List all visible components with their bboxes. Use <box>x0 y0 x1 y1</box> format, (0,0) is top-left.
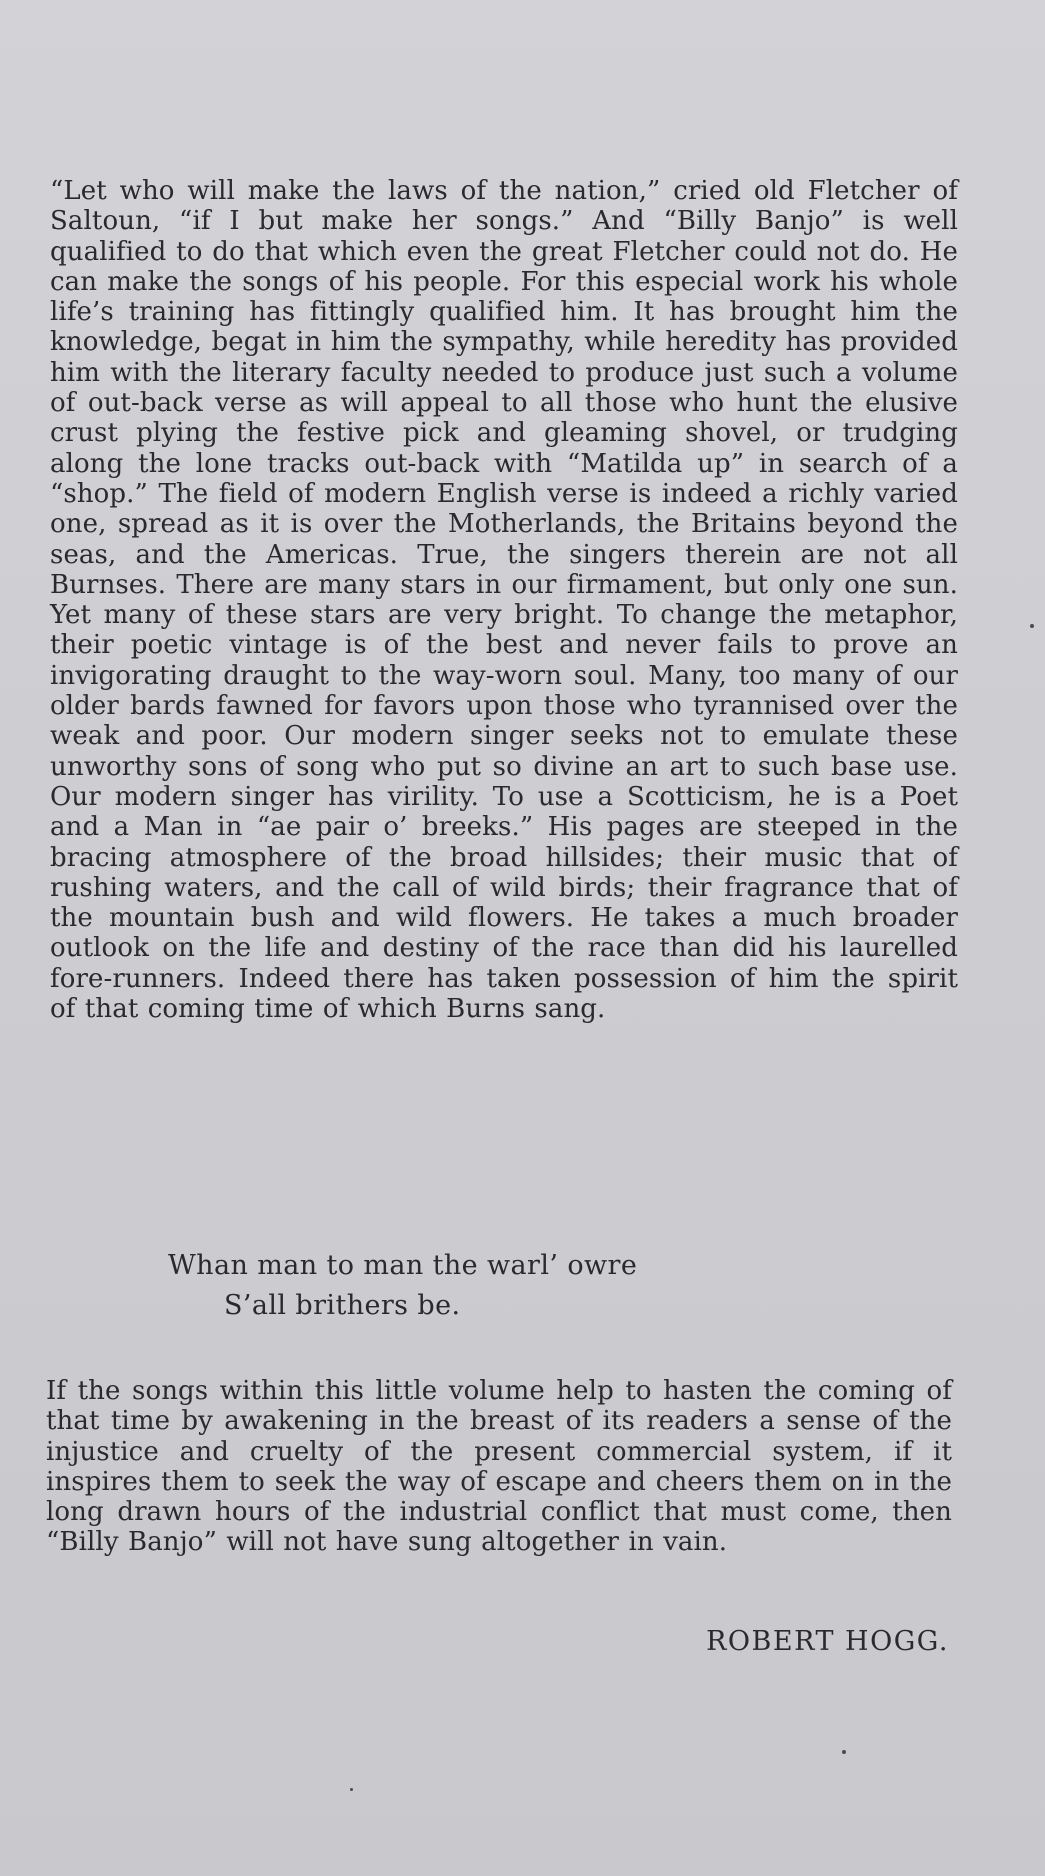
paper-speck <box>1030 624 1034 628</box>
author-signature: ROBERT HOGG. <box>706 1626 949 1657</box>
verse-line-1: Whan man to man the warl’ owre <box>168 1250 638 1281</box>
body-paragraph-2: If the songs within this little volume help to hasten the coming of that time by awakening in the breast of its readers a sense of the injustice and cruelty of the present commercial system, if it inspires them to seek the way of escape and cheers them on in the long drawn hours of the industrial conflict that must come, then “Billy Banjo” will not have sung altogether in vain. <box>46 1376 952 1558</box>
paper-speck <box>350 1788 353 1791</box>
verse-quote <box>168 1246 637 1326</box>
verse-line-2: S’all brithers be. <box>224 1290 461 1321</box>
paper-speck <box>842 1750 846 1754</box>
body-paragraph-1: “Let who will make the laws of the nation,” cried old Fletcher of Saltoun, “if I but make her songs.” And “Billy Banjo” is well qualified to do that which even the great Fletcher could not do. He can make the songs of his people. For this especial work his whole life’s training has fittingly qualified him. It has brought him the knowledge, begat in him the sympathy, while heredity has provided him with the literary faculty needed to produce just such a volume of out-back verse as will appeal to all those who hunt the elusive crust plying the festive pick and gleaming shovel, or trudging along the lone tracks out-back with “Matilda up” in search of a “shop.” The field of modern English verse is indeed a richly varied one, spread as it is over the Motherlands, the Britains beyond the seas, and the Americas. True, the singers therein are not all Burnses. There are many stars in our firmament, but only one sun. Yet many of these stars are very bright. To change the metaphor, their poetic vintage is of the best and never fails to prove an invigorating draught to the way-worn soul. Many, too many of our older bards fawned for favors upon those who tyrannised over the weak and poor. Our modern singer seeks not to emulate these unworthy sons of song who put so divine an art to such base use. Our modern singer has virility. To use a Scotticism, he is a Poet and a Man in “ae pair o’ breeks.” His pages are steeped in the bracing atmosphere of the broad hillsides; their music that of rushing waters, and the call of wild birds; their fragrance that of the mountain bush and wild flowers. He takes a much broader outlook on the life and destiny of the race than did his laurelled fore-runners. Indeed there has taken possession of him the spirit of that coming time of which Burns sang. <box>50 176 958 1025</box>
